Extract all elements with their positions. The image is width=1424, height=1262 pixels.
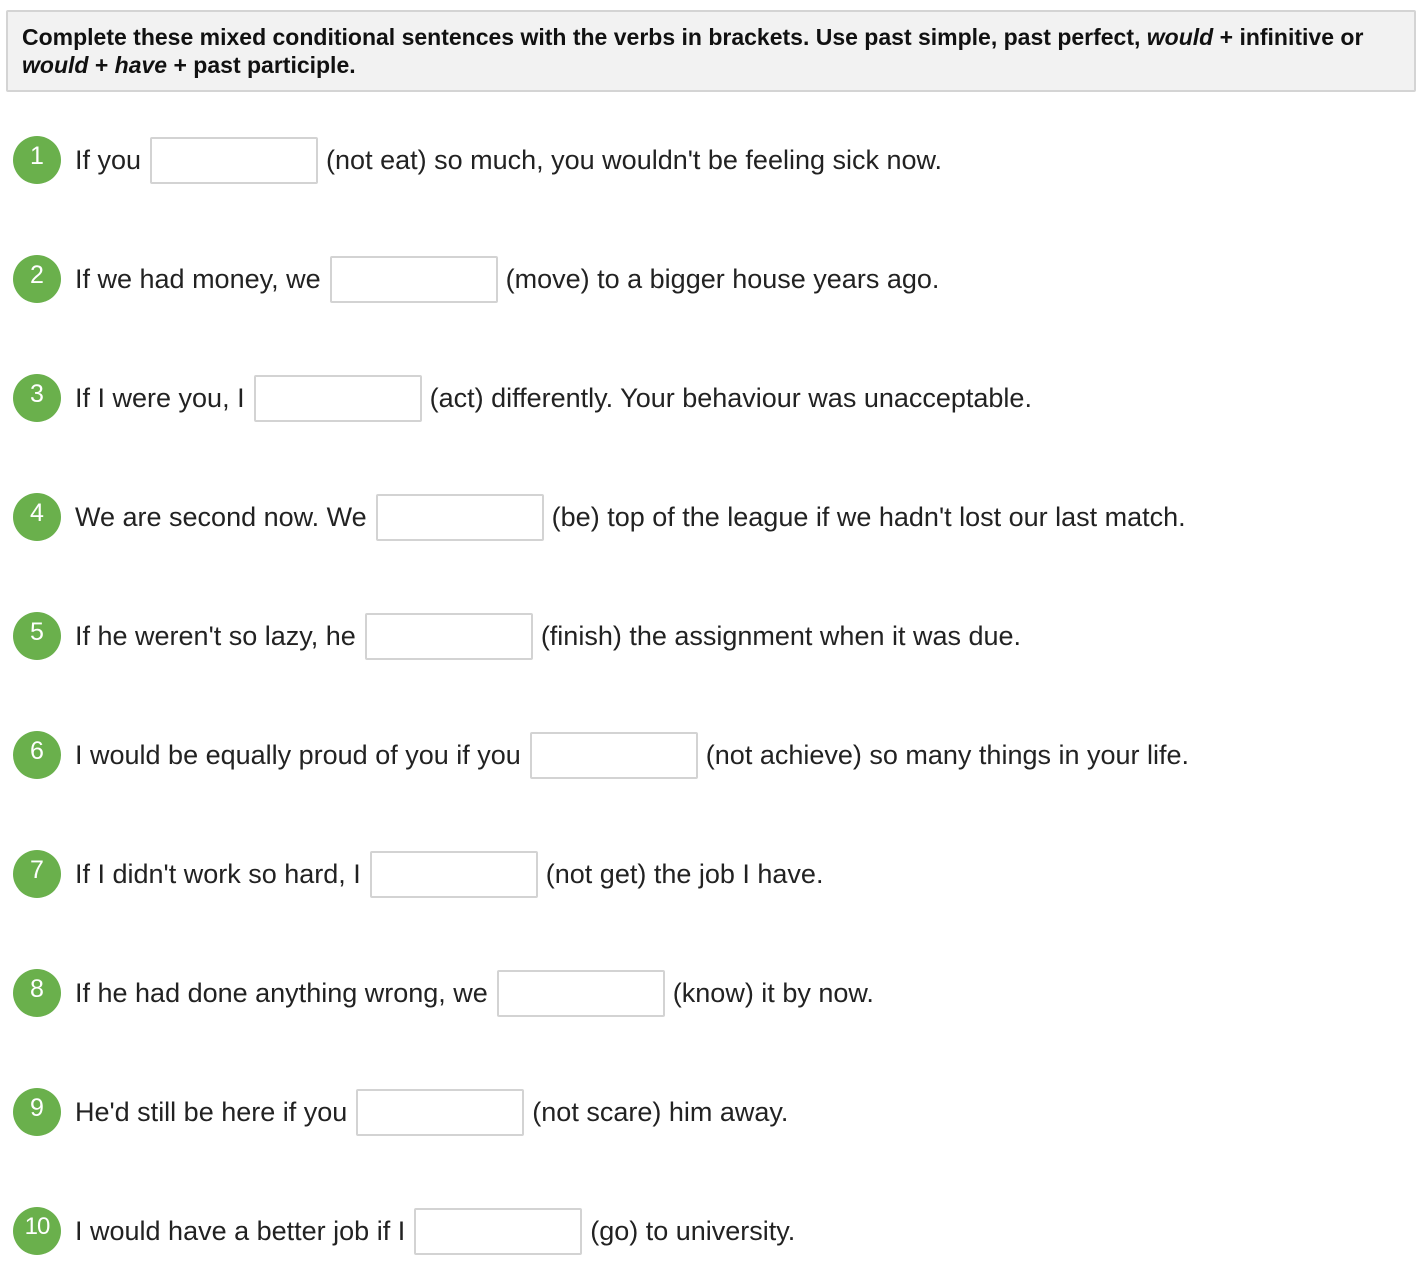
question-5 xyxy=(0,612,1424,662)
answer-input-5[interactable] xyxy=(365,613,533,660)
question-number-badge: 8 xyxy=(13,969,61,1017)
question-sentence xyxy=(75,969,874,1017)
question-number-badge: 3 xyxy=(13,374,61,422)
instructions-box xyxy=(6,10,1416,92)
answer-input-3[interactable] xyxy=(254,375,422,422)
question-2 xyxy=(0,255,1424,305)
sentence-after: (finish) the assignment when it was due. xyxy=(540,620,1022,651)
question-number-badge: 2 xyxy=(13,255,61,303)
sentence-before: We are second now. We xyxy=(75,501,367,532)
question-number-badge: 7 xyxy=(13,850,61,898)
sentence-before: I would have a better job if I xyxy=(75,1215,406,1246)
instructions-text-3: + past participle. xyxy=(167,52,356,78)
sentence-after: (be) top of the league if we hadn't lost our last match. xyxy=(551,501,1186,532)
answer-input-1[interactable] xyxy=(150,137,318,184)
sentence-before: If you xyxy=(75,144,142,175)
question-number-badge: 9 xyxy=(13,1088,61,1136)
sentence-before: I would be equally proud of you if you xyxy=(75,739,521,770)
question-7 xyxy=(0,850,1424,900)
question-3 xyxy=(0,374,1424,424)
question-sentence xyxy=(75,136,942,184)
question-10 xyxy=(0,1207,1424,1257)
instructions-plus: + xyxy=(88,52,115,78)
question-number-badge: 10 xyxy=(13,1207,61,1255)
answer-input-8[interactable] xyxy=(497,970,665,1017)
sentence-after: (not achieve) so many things in your life. xyxy=(705,739,1190,770)
sentence-after: (not get) the job I have. xyxy=(545,858,824,889)
question-sentence xyxy=(75,1088,788,1136)
question-number-badge: 6 xyxy=(13,731,61,779)
question-number-badge: 5 xyxy=(13,612,61,660)
answer-input-10[interactable] xyxy=(414,1208,582,1255)
answer-input-9[interactable] xyxy=(356,1089,524,1136)
sentence-before: If I were you, I xyxy=(75,382,245,413)
sentence-before: If he had done anything wrong, we xyxy=(75,977,488,1008)
sentence-after: (not scare) him away. xyxy=(532,1096,789,1127)
instructions-would-2: would xyxy=(22,52,89,78)
question-number-badge: 4 xyxy=(13,493,61,541)
question-number-badge: 1 xyxy=(13,136,61,184)
sentence-after: (go) to university. xyxy=(590,1215,796,1246)
question-sentence xyxy=(75,1207,795,1255)
sentence-before: If he weren't so lazy, he xyxy=(75,620,356,651)
question-sentence xyxy=(75,255,939,303)
question-sentence xyxy=(75,850,823,898)
answer-input-2[interactable] xyxy=(330,256,498,303)
sentence-before: If we had money, we xyxy=(75,263,321,294)
instructions-text-2: + infinitive or xyxy=(1213,24,1364,50)
sentence-after: (move) to a bigger house years ago. xyxy=(505,263,940,294)
sentence-after: (not eat) so much, you wouldn't be feeling sick now. xyxy=(326,144,943,175)
question-4 xyxy=(0,493,1424,543)
instructions-would-1: would xyxy=(1146,24,1214,50)
question-sentence xyxy=(75,374,1032,422)
question-9 xyxy=(0,1088,1424,1138)
sentence-before: If I didn't work so hard, I xyxy=(75,858,361,889)
question-1 xyxy=(0,136,1424,186)
instructions-text-1: Complete these mixed conditional sentences with the verbs in brackets. Use past simple, past perfect, xyxy=(22,24,1147,50)
sentence-after: (know) it by now. xyxy=(672,977,874,1008)
question-sentence xyxy=(75,731,1189,779)
question-sentence xyxy=(75,612,1021,660)
answer-input-7[interactable] xyxy=(370,851,538,898)
question-6 xyxy=(0,731,1424,781)
question-sentence xyxy=(75,493,1186,541)
instructions-have: have xyxy=(114,52,168,78)
answer-input-4[interactable] xyxy=(376,494,544,541)
question-8 xyxy=(0,969,1424,1019)
sentence-after: (act) differently. Your behaviour was unacceptable. xyxy=(429,382,1032,413)
answer-input-6[interactable] xyxy=(530,732,698,779)
sentence-before: He'd still be here if you xyxy=(75,1096,348,1127)
